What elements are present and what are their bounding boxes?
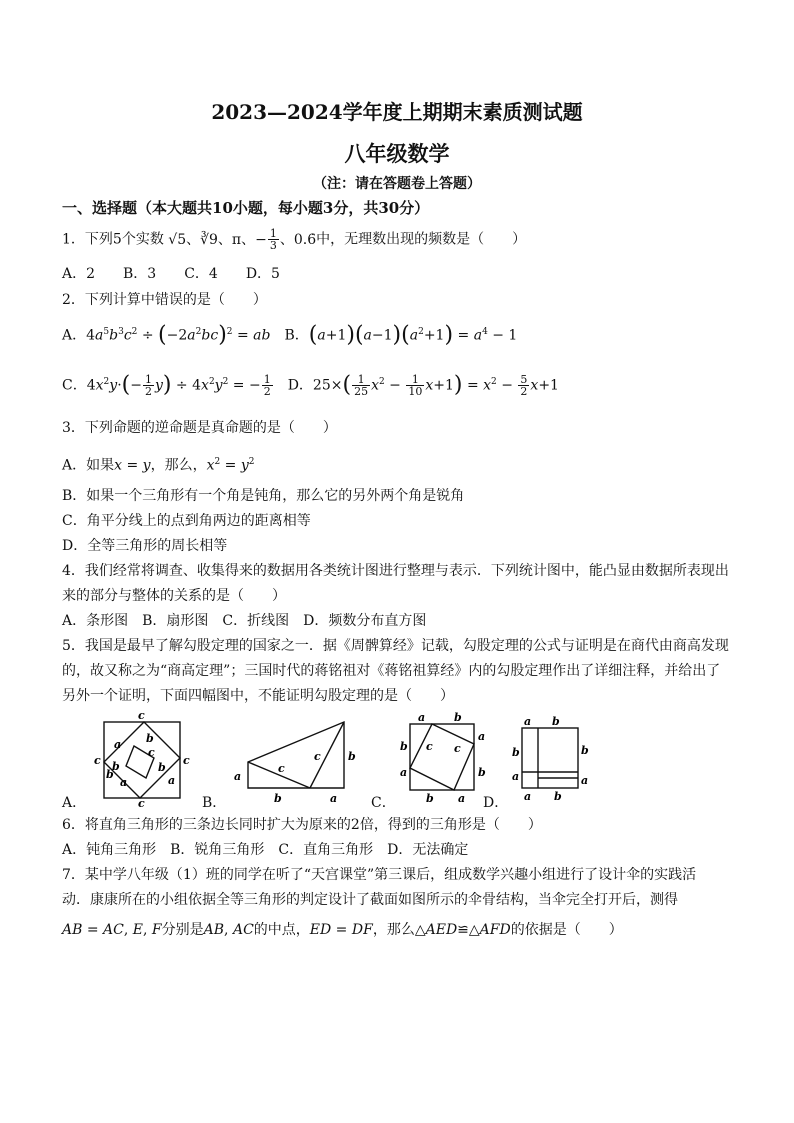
svg-text:b: b: [348, 750, 356, 763]
figure-a: [88, 708, 194, 808]
svg-text:b: b: [552, 715, 560, 728]
svg-text:c: c: [426, 740, 433, 753]
question-4-options: A．条形图 B．扇形图 C．折线图 D．频数分布直方图: [62, 613, 427, 629]
svg-text:c: c: [278, 762, 285, 775]
question-1-stem: 1．下列5个实数 √5、∛9、π、− $\frac{1}{3}$ 、0.6̇中，无理数出现的频数是（ ）: [62, 227, 527, 252]
figure-b-label: B．: [202, 795, 227, 811]
section-heading: 一、选择题（本大题共10小题，每小题3分，共30分）: [62, 199, 430, 217]
figure-b: [228, 714, 366, 806]
svg-text:a: a: [478, 730, 486, 743]
exam-subject: 八年级数学: [344, 141, 450, 166]
question-7-stem-1: 7．某中学八年级（1）班的同学在听了“天宫课堂”第三课后，组成数学兴趣小组进行了设计伞的实践活: [62, 867, 697, 883]
figure-c: [396, 710, 488, 804]
svg-text:c: c: [314, 750, 321, 763]
svg-text:c: c: [138, 709, 145, 722]
svg-text:a: a: [581, 774, 589, 787]
svg-text:a: a: [330, 792, 338, 805]
figure-d: [508, 714, 592, 804]
svg-text:a: a: [120, 776, 128, 789]
question-3-option-d: D．全等三角形的周长相等: [62, 538, 228, 554]
question-4-stem-2: 来的部分与整体的关系的是（ ）: [62, 588, 286, 604]
svg-text:c: c: [94, 754, 101, 767]
svg-text:a: a: [524, 715, 532, 728]
svg-text:a: a: [168, 774, 176, 787]
question-5-stem-2: 的，故又称之为“商高定理”；三国时代的蒋铭祖对《蒋铭祖算经》内的勾股定理作出了详细注释，并给出了: [62, 663, 721, 679]
q1-math: √5、∛9、π、− $\frac{1}{3}$ 、0.6̇: [168, 227, 317, 252]
svg-text:a: a: [418, 711, 426, 724]
svg-text:a: a: [114, 738, 122, 751]
svg-text:b: b: [112, 760, 120, 773]
svg-text:c: c: [454, 742, 461, 755]
svg-text:c: c: [138, 797, 145, 808]
question-3-stem: 3．下列命题的逆命题是真命题的是（ ）: [62, 420, 337, 436]
question-5-stem-1: 5．我国是最早了解勾股定理的国家之一．据《周髀算经》记载，勾股定理的公式与证明是在商代由商高发现: [62, 638, 729, 654]
exam-note: （注：请在答题卷上答题）: [313, 176, 481, 192]
svg-text:b: b: [274, 792, 282, 805]
svg-text:b: b: [454, 711, 462, 724]
question-2-options-ab: A．$4a^5b^3c^2 \div (-2a^2bc)^2$ = ab B．$(a+1)(a-1)(a^2+1) = a^4 - 1$: [62, 322, 518, 348]
question-3-option-b: B．如果一个三角形有一个角是钝角，那么它的另外两个角是锐角: [62, 488, 465, 504]
svg-text:a: a: [512, 770, 520, 783]
figure-c-label: C．: [371, 795, 396, 811]
question-3-option-a: A．如果x = y，那么，$x^2 = y^2$: [62, 457, 255, 474]
question-2-options-cd: C．$4x^2y\cdot(-$ $\frac{1}{2}$ $y) \div 4x^2y^2$ = − $\frac{1}{2}$ D．25×( $\frac{1}{25}$ $x^2$ − $\frac{1}{10}$ $x+1) = x^2$ − $\frac{5}{2}$ x+1: [62, 372, 559, 399]
figure-d-label: D．: [483, 795, 509, 811]
svg-text:b: b: [512, 746, 520, 759]
question-1-options: A．2 B．3 C．4 D．5: [62, 266, 280, 282]
question-7-stem-2: 动．康康所在的小组依据全等三角形的判定设计了截面如图所示的伞骨结构，当伞完全打开后，测得: [62, 892, 678, 908]
svg-text:a: a: [524, 790, 532, 803]
svg-text:b: b: [158, 761, 166, 774]
question-5-stem-3: 另外一个证明，下面四幅图中，不能证明勾股定理的是（ ）: [62, 688, 454, 704]
question-3-option-c: C．角平分线上的点到角两边的距离相等: [62, 513, 311, 529]
svg-text:b: b: [478, 766, 486, 779]
svg-text:b: b: [146, 732, 154, 745]
svg-text:b: b: [554, 790, 562, 803]
svg-text:a: a: [458, 792, 466, 804]
svg-text:a: a: [234, 770, 242, 783]
svg-text:b: b: [106, 768, 114, 781]
svg-text:a: a: [400, 766, 408, 779]
question-6-options: A．钝角三角形 B．锐角三角形 C．直角三角形 D．无法确定: [62, 842, 469, 858]
figure-a-label: A．: [62, 795, 87, 811]
svg-text:c: c: [148, 746, 155, 759]
question-4-stem-1: 4．我们经常将调查、收集得来的数据用各类统计图进行整理与表示．下列统计图中，能凸显由数据所表现出: [62, 563, 729, 579]
svg-text:b: b: [581, 744, 589, 757]
question-2-stem: 2．下列计算中错误的是（ ）: [62, 292, 267, 308]
svg-text:b: b: [400, 740, 408, 753]
exam-title: 2023—2024学年度上期期末素质测试题: [211, 100, 583, 124]
question-7-stem-3: AB = AC, E, F分别是AB, AC的中点，ED = DF，那么△AED≌△AFD的依据是（ ）: [62, 922, 623, 938]
svg-text:b: b: [426, 792, 434, 804]
question-6-stem: 6．将直角三角形的三条边长同时扩大为原来的2倍，得到的三角形是（ ）: [62, 817, 542, 833]
svg-text:c: c: [183, 754, 190, 767]
